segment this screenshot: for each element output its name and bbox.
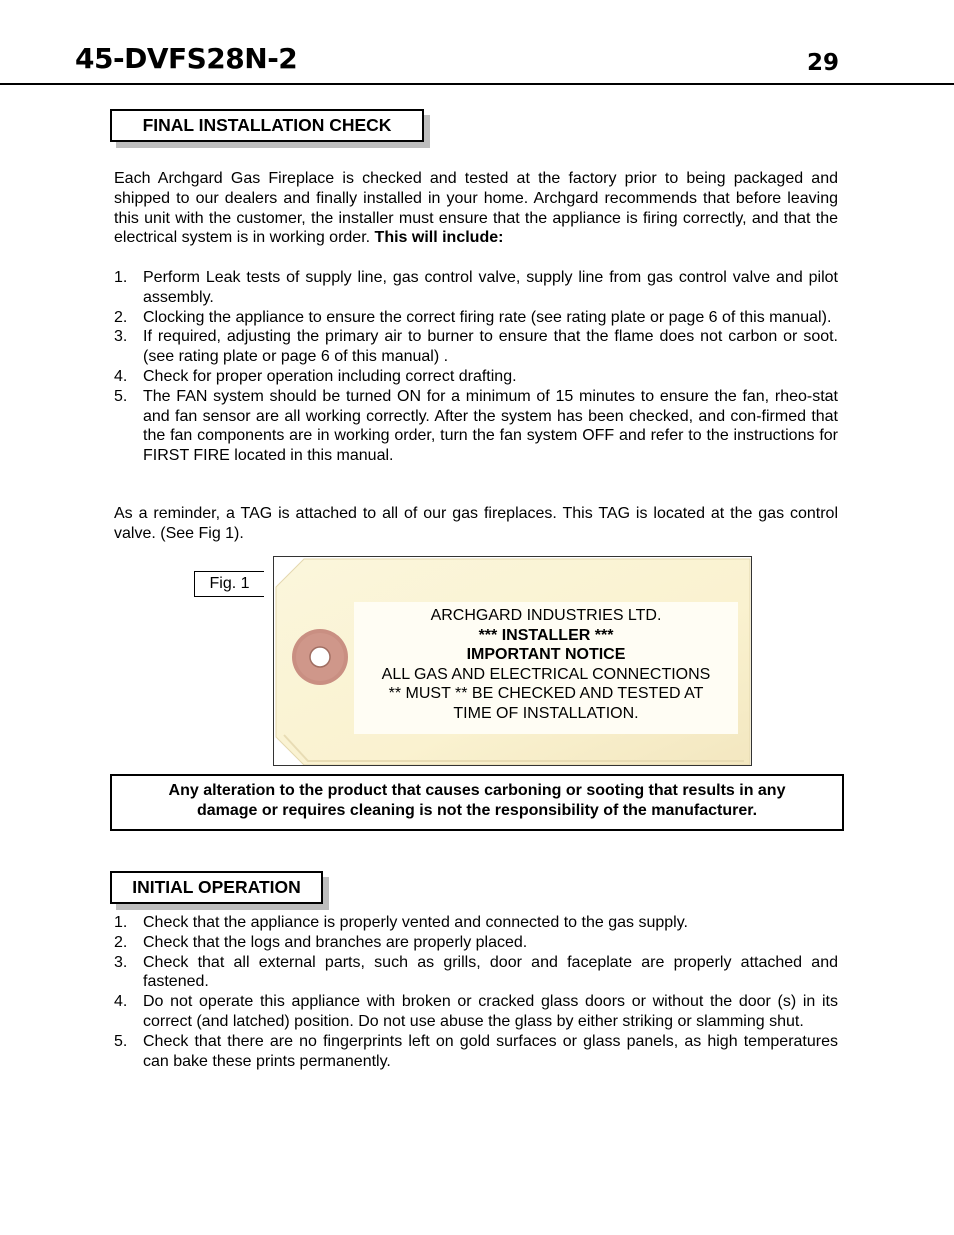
header-divider	[0, 83, 954, 85]
list-item: 4. Do not operate this appliance with broken or cracked glass doors or without the door (s) in its correct (and latched) position. Do not use abuse the glass by either striking or slamming shut.	[114, 993, 838, 1030]
tag-line: ARCHGARD INDUSTRIES LTD.	[430, 607, 662, 624]
tag-line: *** INSTALLER ***	[478, 626, 614, 644]
intro-paragraph	[114, 169, 838, 248]
list-item: 1. Check that the appliance is properly vented and connected to the gas supply.	[114, 914, 688, 931]
tag-line: IMPORTANT NOTICE	[466, 646, 626, 664]
intro-text: Each Archgard Gas Fireplace is checked and tested at the factory prior to being packaged and shipped to our dealers and finally installed in your home. Archgard recommends that before leaving this unit with the customer, the installer must ensure that the appliance is firing correctly, and that the electrical system is in working order.	[114, 170, 838, 247]
figure-label: Fig. 1	[194, 571, 264, 597]
list-item: 4. Check for proper operation including correct drafting.	[114, 367, 517, 385]
warning-line: Any alteration to the product that causes carboning or sooting that results in any	[168, 782, 786, 799]
list-item: 2. Clocking the appliance to ensure the correct firing rate (see rating plate or page 6 of this manual).	[114, 308, 832, 326]
warning-line: damage or requires cleaning is not the responsibility of the manufacturer.	[196, 802, 758, 819]
tag-notice	[354, 602, 738, 734]
page-number: 29	[806, 50, 839, 76]
installer-tag-figure	[273, 556, 752, 766]
installation-check-list	[114, 268, 838, 466]
list-item: 3. If required, adjusting the primary air to burner to ensure that the flame does not carbon or soot. (see rating plate or page 6 of this manual) .	[114, 328, 838, 366]
reminder-paragraph: As a reminder, a TAG is attached to all of our gas fireplaces. This TAG is located at the gas control valve. (See Fig 1).	[114, 505, 838, 542]
document-model-title: 45-DVFS28N-2	[75, 42, 298, 75]
initial-operation-list	[114, 913, 838, 1071]
intro-bold-text: This will include:	[374, 229, 504, 247]
tag-line: ** MUST ** BE CHECKED AND TESTED AT	[388, 685, 704, 703]
list-item: 5. The FAN system should be turned ON for a minimum of 15 minutes to ensure the fan, rheo-stat and fan sensor are all working correctly. After the system has been checked, and con-firmed that the fan components are in working order, turn the fan system OFF and refer to the instructions for FIRST FIRE located in this manual.	[114, 387, 838, 465]
list-item: 3. Check that all external parts, such as grills, door and faceplate are properly attached and fastened.	[114, 953, 838, 991]
tag-line: TIME OF INSTALLATION.	[453, 704, 639, 722]
list-item: 2. Check that the logs and branches are properly placed.	[114, 933, 528, 951]
section-heading-final-installation-check: FINAL INSTALLATION CHECK	[110, 109, 424, 142]
list-item: 5. Check that there are no fingerprints left on gold surfaces or glass panels, as high temperatures can bake these prints permanently.	[114, 1032, 838, 1070]
liability-warning-box	[110, 774, 844, 831]
section-heading-initial-operation: INITIAL OPERATION	[110, 871, 323, 904]
tag-line: ALL GAS AND ELECTRICAL CONNECTIONS	[381, 665, 711, 683]
list-item: 1. Perform Leak tests of supply line, gas control valve, supply line from gas control valve and pilot assembly.	[114, 269, 838, 306]
